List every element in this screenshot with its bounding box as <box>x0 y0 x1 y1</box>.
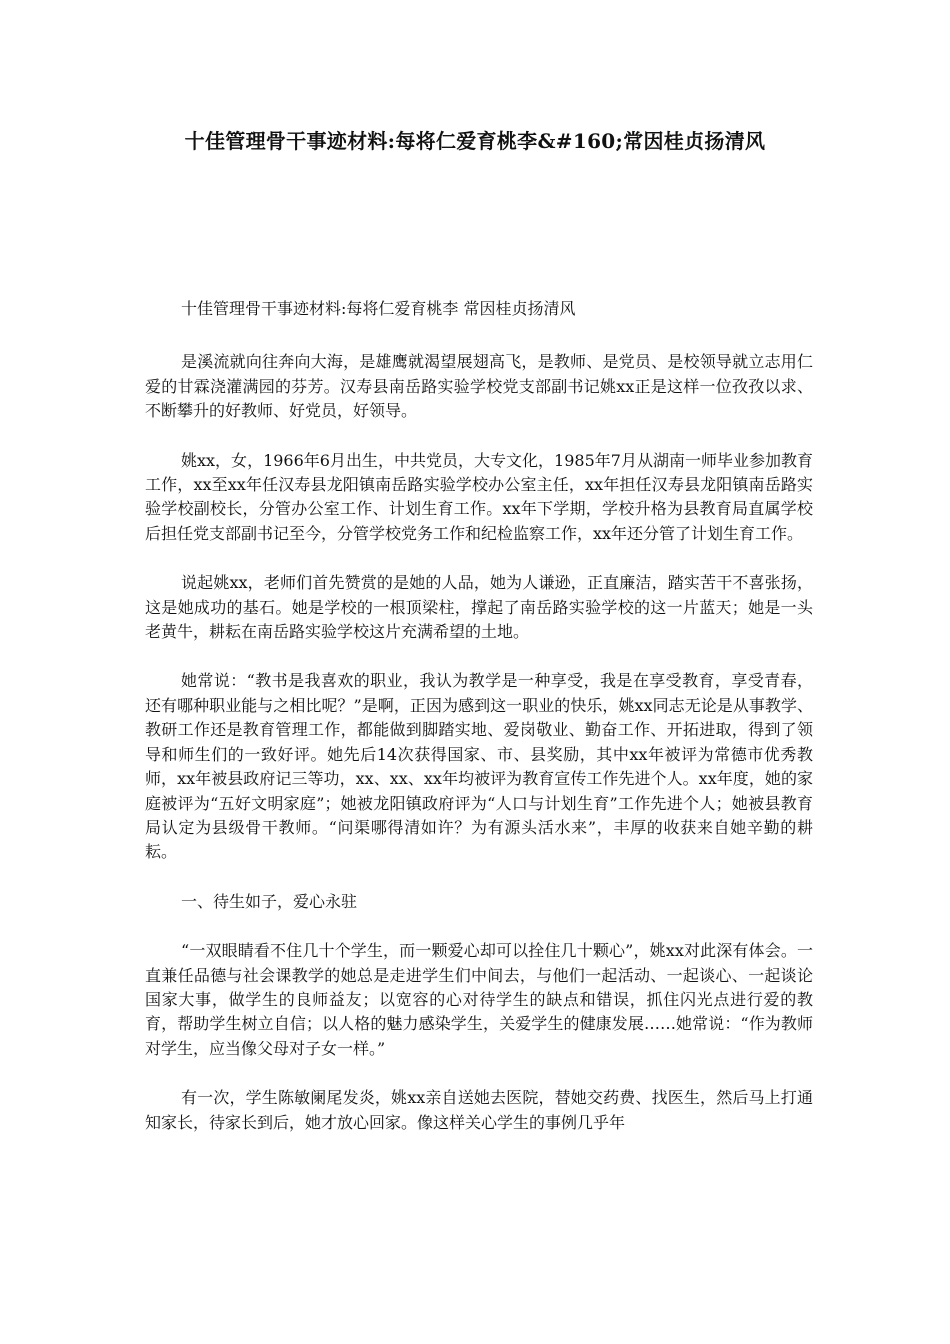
body-paragraph: 说起姚xx，老师们首先赞赏的是她的人品，她为人谦逊，正直廉洁，踏实苦干不喜张扬，这是她成功的基石。她是学校的一根顶梁柱，撑起了南岳路实验学校的这一片蓝天；她是一头老黄牛，耕耘在南岳路实验学校这片充满希望的土地。 <box>145 573 813 642</box>
body-paragraph: 姚xx，女，1966年6月出生，中共党员，大专文化，1985年7月从湖南一师毕业参加教育工作，xx至xx年任汉寿县龙阳镇南岳路实验学校办公室主任，xx年担任汉寿县龙阳镇南岳路实验学校副校长，分管办公室工作、计划生育工作。xx年下学期，学校升格为县教育局直属学校后担任党支部副书记至今，分管学校党务工作和纪检监察工作，xx年还分管了计划生育工作。 <box>145 450 813 543</box>
section-heading: 一、待生如子，爱心永驻 <box>181 891 358 911</box>
body-paragraph: 有一次，学生陈敏阑尾发炎，姚xx亲自送她去医院，替她交药费、找医生，然后马上打通知家长，待家长到后，她才放心回家。像这样关心学生的事例几乎年 <box>145 1088 813 1132</box>
document-subtitle: 十佳管理骨干事迹材料:每将仁爱育桃李 常因桂贞扬清风 <box>181 299 576 318</box>
body-paragraph: 她常说：“教书是我喜欢的职业，我认为教学是一种享受，我是在享受教育，享受青春，还有哪种职业能与之相比呢？”是啊，正因为感到这一职业的快乐，姚xx同志无论是从事教学、教研工作还是教育管理工作，都能做到脚踏实地、爱岗敬业、勤奋工作、开拓进取，得到了领导和师生们的一致好评。她先后14次获得国家、市、县奖励，其中xx年被评为常德市优秀教师，xx年被县政府记三等功，xx、xx、xx年均被评为教育宣传工作先进个人。xx年度，她的家庭被评为“五好文明家庭”；她被龙阳镇政府评为“人口与计划生育”工作先进个人；她被县教育局认定为县级骨干教师。“问渠哪得清如许？为有源头活水来”，丰厚的收获来自她辛勤的耕耘。 <box>145 671 813 862</box>
document-body <box>145 297 813 1160</box>
body-paragraph: “一双眼睛看不住几十个学生，而一颗爱心却可以拴住几十颗心”，姚xx对此深有体会。一直兼任品德与社会课教学的她总是走进学生们中间去，与他们一起活动、一起谈心、一起谈论国家大事，做学生的良师益友；以宽容的心对待学生的缺点和错误，抓住闪光点进行爱的教育，帮助学生树立自信；以人格的魅力感染学生，关爱学生的健康发展……她常说：“作为教师对学生，应当像父母对子女一样。” <box>145 941 813 1058</box>
body-paragraph: 是溪流就向往奔向大海，是雄鹰就渴望展翅高飞，是教师、是党员、是校领导就立志用仁爱的甘霖浇灌满园的芬芳。汉寿县南岳路实验学校党支部副书记姚xx正是这样一位孜孜以求、不断攀升的好教师、好党员，好领导。 <box>145 352 813 421</box>
document-title: 十佳管理骨干事迹材料:每将仁爱育桃李&#160;常因桂贞扬清风 <box>184 129 766 153</box>
